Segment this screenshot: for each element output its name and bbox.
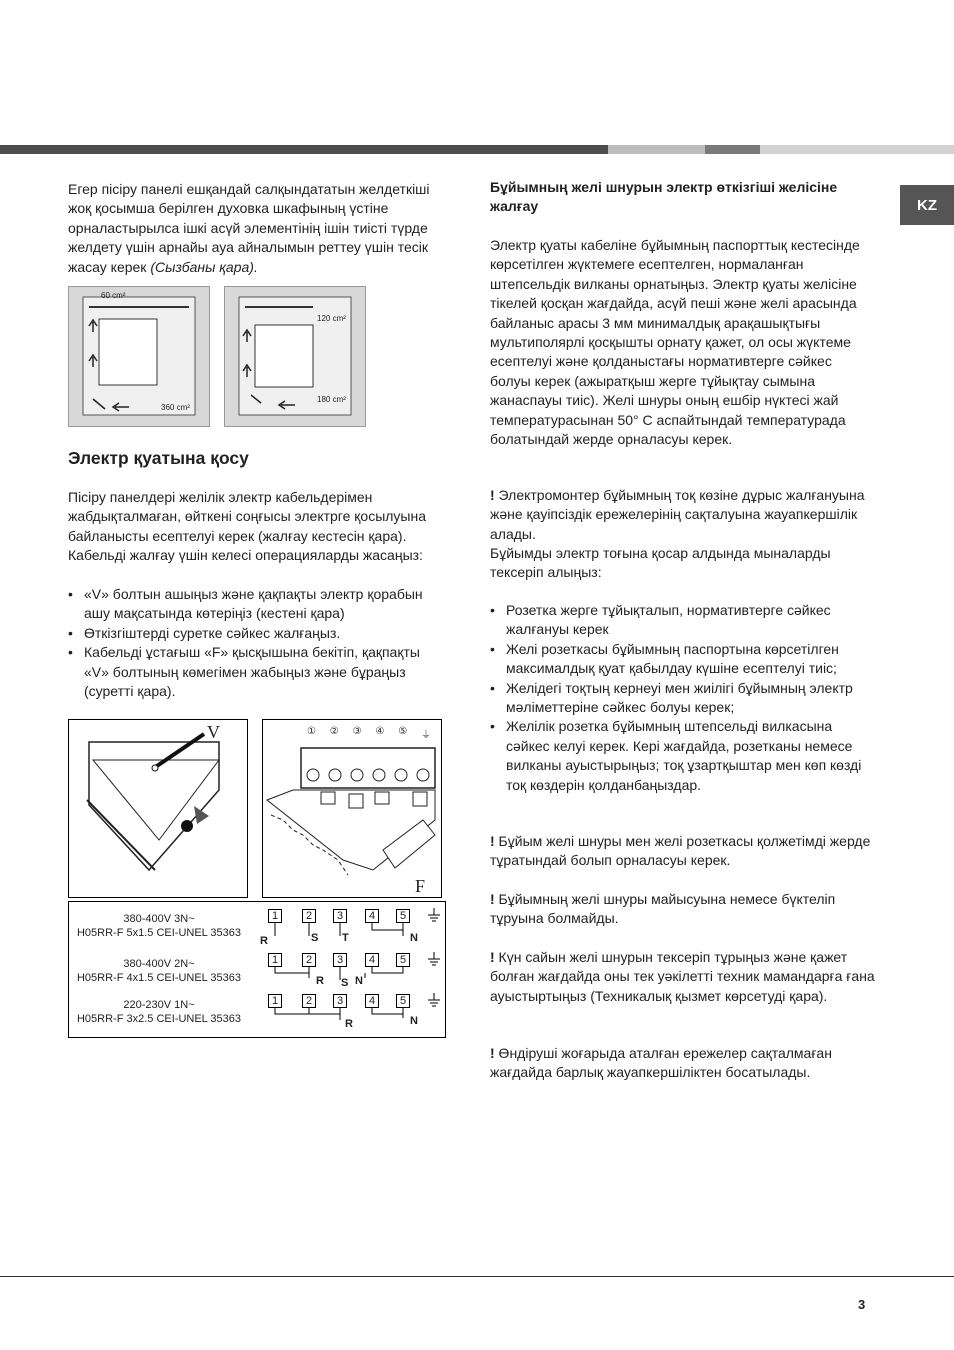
right-paragraph-1: Электр қуаты кабеліне бұйымның паспорттық кестесінде көрсетілген жүктемеге есептелген, нормаланған штепсельдік вилканы орнатыңыз. Электр қуаты желісіне тікелей қосқан жағдайда, асүй пеші және желі арасында байланыс арасы 3 мм минималдық арақашықтығы мультиполярлі қосқышты орнату қажет, ол осы жүктеме есептелуі және қолданыстағы нормативтерге сәйкес болуы керек (ажыратқыш жерге тұйықтау сымына жанаспауы тиіс). Желі шнуры оның ешбір нүктесі жай температурасынан 50° C аспайтындай температурада болатындай жерде орналасуы керек.: [490, 237, 860, 448]
ventilation-figure-1: [68, 286, 210, 427]
bullet-item: • Желі розеткасы бұйымның паспортына көрсетілген максималдық қуат қабылдау күшіне есептелуі тиіс;: [490, 640, 875, 679]
terminal-box: 4: [365, 994, 379, 1008]
wire-letter: N: [410, 1015, 418, 1027]
ventilation-figure-2: [224, 286, 366, 427]
terminal-box: 2: [302, 994, 316, 1008]
page-number: 3: [858, 1297, 866, 1312]
footer-divider: [0, 1276, 954, 1277]
connection-paragraph: Пісіру панелдері желілік электр кабельдерімен жабдықталмаған, өйткені соңғысы электрге қосылуына байланысты есептелуі керек (жалғау кестесін қара). Кабельді жалғау үшін келесі операцияларды жасаңыз:: [68, 489, 427, 564]
bar-segment-pale: [760, 145, 954, 154]
terminal-number: ⏚: [420, 730, 431, 741]
cable-label: H05RR-F 4x1.5 CEI-UNEL 35363: [76, 972, 242, 984]
wire-letter: S: [311, 932, 319, 944]
terminal-box: 1: [268, 994, 282, 1008]
warning-mark: !: [490, 1045, 495, 1061]
warning-text: Бұйымның желі шнуры майысуына немесе бүктеліп тұруына болмайды.: [490, 891, 836, 927]
terminal-box: 4: [365, 909, 379, 923]
terminal-box: 5: [396, 994, 410, 1008]
bullet-item: • Желілік розетка бұйымның штепсельді вилкасына сәйкес келуі керек. Кері жағдайда, розетканы немесе вилканы ауыстырыңыз; тоқ ұзартқыштар мен көп көзді тоқ көздерін қолданбаңыздар.: [490, 717, 875, 795]
bullet-item: • Кабельді ұстағыш «F» қысқышына бекітіп, қақпақты «V» болтының көмегімен жабыңыз және бұраңыз (суретті қара).: [68, 643, 448, 701]
cable-label: H05RR-F 3x2.5 CEI-UNEL 35363: [76, 1013, 242, 1025]
warning-mark: !: [490, 833, 495, 849]
intro-ref: (Сызбаны қара).: [150, 258, 258, 275]
bar-segment-mid: [705, 145, 760, 154]
terminal-box: 3: [333, 953, 347, 967]
terminal-box: 1: [268, 909, 282, 923]
right-paragraph-4: [490, 832, 875, 871]
section-heading: Электр қуатына қосу: [68, 448, 249, 468]
language-tab: KZ: [900, 185, 954, 225]
right-paragraph-7: [490, 1044, 875, 1083]
terminal-box: 1: [268, 953, 282, 967]
warning-text: Бұйым желі шнуры мен желі розеткасы қолжетімді жерде тұратындай болып орналасуы керек.: [490, 833, 871, 869]
bar-segment-light: [608, 145, 705, 154]
wire-letter: R: [316, 975, 324, 987]
right-paragraph-2: [490, 486, 875, 544]
terminal-box: 2: [302, 953, 316, 967]
bar-segment-dark: [0, 145, 608, 154]
terminal-box: 3: [333, 994, 347, 1008]
right-paragraph-6: [490, 948, 875, 1006]
warning-text: Өндіруші жоғарыда аталған ережелер сақталмаған жағдайда барлық жауапкершіліктен босатылады.: [490, 1045, 832, 1081]
wire-letter: T: [342, 932, 349, 944]
label-f: F: [415, 876, 426, 896]
right-section-title: Бұйымның желі шнурын электр өткізгіші желісіне жалғау: [490, 179, 838, 215]
label-v: V: [207, 722, 220, 742]
right-bullets: [490, 601, 875, 795]
right-paragraph-3: Бұйымды электр тоғына қосар алдында мыналарды тексеріп алыңыз:: [490, 545, 831, 581]
terminal-box: 5: [396, 953, 410, 967]
bullet-item: • «V» болтын ашыңыз және қақпақты электр қорабын ашу мақсатында көтеріңіз (кестені қара): [68, 585, 448, 624]
voltage-label: 220-230V 1N~: [123, 999, 195, 1011]
wire-letter: R: [345, 1018, 353, 1030]
terminal-cover-drawing: [69, 720, 247, 897]
connection-bullets: [68, 585, 448, 701]
right-paragraph-5: [490, 890, 875, 929]
wire-letter: R: [260, 935, 268, 947]
bullet-item: • Өткізгіштерді суретке сәйкес жалғаңыз.: [68, 624, 448, 643]
warning-mark: !: [490, 487, 495, 503]
top-color-bar: [0, 145, 954, 154]
warning-text: Күн сайын желі шнурын тексеріп тұрыңыз және қажет болған жағдайда оны тек уәкілетті техник мамандарға ғана ауыстыртыңыз (Техникалық қызмет көрсетуді қара).: [490, 949, 875, 1004]
terminal-box: 5: [396, 909, 410, 923]
terminal-number: ③: [352, 726, 362, 737]
intro-paragraph: [68, 180, 448, 277]
terminal-block-drawing: [263, 720, 441, 897]
terminal-number: ②: [329, 726, 339, 737]
warning-mark: !: [490, 891, 495, 907]
cable-label: H05RR-F 5x1.5 CEI-UNEL 35363: [76, 927, 242, 939]
bullet-item: • Желідегі тоқтың кернеуі мен жиілігі бұйымның электр мәліметтеріне сәйкес болуы керек;: [490, 679, 875, 718]
warning-mark: !: [490, 949, 495, 965]
terminal-cover-figure: [68, 719, 248, 898]
terminal-box: 4: [365, 953, 379, 967]
ventilation-drawing-2: [225, 287, 365, 426]
terminal-numbers: [307, 726, 431, 741]
voltage-label: 380-400V 2N~: [123, 958, 195, 970]
warning-text: Электромонтер бұйымның тоқ көзіне дұрыс жалғануына және қауіпсіздік ережелерінің сақталуына жауапкершілік алады.: [490, 487, 865, 542]
wire-letter: S: [341, 977, 349, 989]
vent-top-label-2: 120 cm²: [317, 314, 346, 323]
wiring-links-drawing: [69, 902, 445, 1037]
terminal-number: ⑤: [398, 726, 408, 737]
terminal-number: ①: [307, 726, 316, 737]
terminal-number: ④: [375, 726, 385, 737]
terminal-box: 2: [302, 909, 316, 923]
terminal-block-figure: [262, 719, 442, 898]
vent-bottom-label-2: 180 cm²: [317, 395, 346, 404]
vent-bottom-label-1: 360 cm²: [161, 403, 190, 412]
intro-text: Егер пісіру панелі ешқандай салқындататын желдеткіші жоқ қосымша берілген духовка шкафының үстіне орналастырылса ішкі асүй элементінің ішін тиісті түрде желдету үшін арнайы ауа айналымын реттеу үшін тесік жасау керек: [68, 181, 430, 275]
voltage-label: 380-400V 3N~: [123, 913, 195, 925]
wire-letter: N: [355, 975, 363, 987]
bullet-item: • Розетка жерге тұйықталып, нормативтерге сәйкес жалғануы керек: [490, 601, 875, 640]
wiring-table: [68, 901, 446, 1038]
wire-letter: N: [410, 932, 418, 944]
vent-top-label-1: 60 cm²: [101, 291, 126, 300]
terminal-box: 3: [333, 909, 347, 923]
